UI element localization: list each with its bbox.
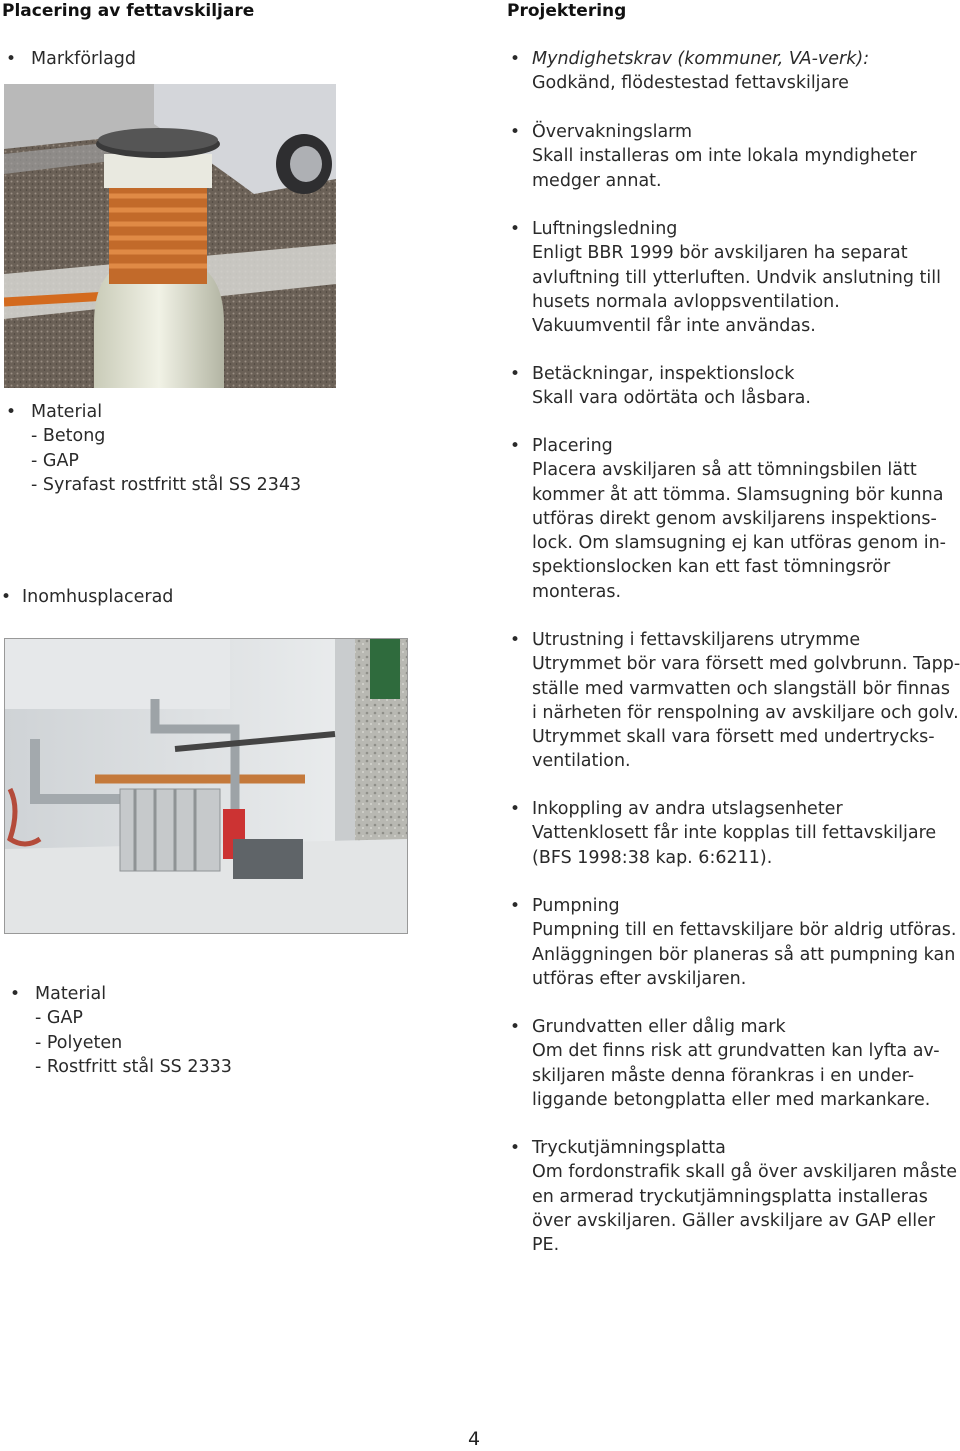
bullet-dot: • <box>510 1017 521 1037</box>
markforlagd-label: Markförlagd <box>31 49 137 69</box>
bullet-dot: • <box>1 587 12 607</box>
bullet-dot: • <box>510 364 521 384</box>
item-body <box>532 1136 957 1257</box>
item-line: Utrymmet skall vara försett med undertrycks- <box>532 727 935 748</box>
item-title: Luftningsledning <box>532 219 678 239</box>
bullet-dot: • <box>510 1138 521 1158</box>
item-title: Grundvatten eller dålig mark <box>532 1017 786 1037</box>
item-title: Tryckutjämningsplatta <box>532 1138 726 1158</box>
page-number: 4 <box>468 1428 481 1450</box>
item-title: Myndighetskrav (kommuner, VA-verk): <box>532 49 870 69</box>
bullet-dot: • <box>510 122 521 142</box>
item-body <box>532 434 946 604</box>
item-line: husets normala avloppsventilation. <box>532 291 840 312</box>
item-line: utföras efter avskiljaren. <box>532 968 747 989</box>
bullet-dot: • <box>510 630 521 650</box>
material-2-line: Material <box>35 984 107 1004</box>
item-body <box>532 217 941 338</box>
item-line: liggande betongplatta eller med markankare. <box>532 1089 931 1110</box>
right-heading: Projektering <box>507 1 627 21</box>
item-line: Om fordonstrafik skall gå över avskiljaren måste <box>532 1162 957 1183</box>
item-line: Placera avskiljaren så att tömningsbilen lätt <box>532 460 917 481</box>
item-body <box>532 1015 940 1112</box>
item-line: Utrymmet bör vara försett med golvbrunn. Tapp- <box>532 654 960 675</box>
item-body <box>532 628 960 774</box>
material-list-2 <box>35 982 232 1079</box>
item-body <box>532 362 811 411</box>
indoor-separator-figure <box>4 638 408 934</box>
bullet-dot: • <box>510 49 521 69</box>
item-line: över avskiljaren. Gäller avskiljare av GAP eller <box>532 1210 936 1231</box>
item-body <box>532 120 917 193</box>
material-2-line: - Rostfritt stål SS 2333 <box>35 1056 232 1077</box>
material-1-line: - Syrafast rostfritt stål SS 2343 <box>31 474 302 495</box>
item-line: Enligt BBR 1999 bör avskiljaren ha separat <box>532 243 908 264</box>
underground-separator-figure <box>4 84 336 388</box>
item-line: medger annat. <box>532 170 662 191</box>
item-body <box>532 47 869 96</box>
material-2-line: - Polyeten <box>35 1032 123 1053</box>
bullet-dot: • <box>10 984 21 1004</box>
item-title: Inkoppling av andra utslagsenheter <box>532 799 843 819</box>
bullet-dot: • <box>510 799 521 819</box>
item-line: Anläggningen bör planeras så att pumpning kan <box>532 944 956 965</box>
item-line: Skall vara odörtäta och låsbara. <box>532 388 811 409</box>
item-line: Vattenklosett får inte kopplas till fettavskiljare <box>532 823 937 844</box>
item-line: monteras. <box>532 581 622 602</box>
item-line: (BFS 1998:38 kap. 6:6211). <box>532 847 773 868</box>
item-line: spektionslocken kan ett fast tömningsrör <box>532 557 891 578</box>
left-heading: Placering av fettavskiljare <box>2 1 255 21</box>
item-line: en armerad tryckutjämningsplatta installeras <box>532 1186 928 1207</box>
item-line: i närheten för renspolning av avskiljare och golv. <box>532 702 959 723</box>
item-line: Godkänd, flödestestad fettavskiljare <box>532 73 849 94</box>
inomhus-label: Inomhusplacerad <box>22 587 174 607</box>
bullet-dot: • <box>510 219 521 239</box>
bullet-dot: • <box>510 436 521 456</box>
material-1-line: Material <box>31 402 103 422</box>
item-line: skiljaren måste denna förankras i en under- <box>532 1065 915 1086</box>
item-line: Vakuumventil får inte användas. <box>532 316 816 337</box>
item-title: Utrustning i fettavskiljarens utrymme <box>532 630 861 650</box>
item-line: avluftning till ytterluften. Undvik anslutning till <box>532 267 942 288</box>
indoor-illustration <box>5 639 407 933</box>
material-1-line: - GAP <box>31 450 79 471</box>
item-line: ventilation. <box>532 751 631 772</box>
item-title: Betäckningar, inspektionslock <box>532 364 795 384</box>
item-line: Skall installeras om inte lokala myndigheter <box>532 146 917 167</box>
bullet-dot: • <box>6 49 17 69</box>
item-line: ställe med varmvatten och slangställ bör finnas <box>532 678 950 699</box>
underground-illustration <box>4 84 336 388</box>
material-list-1 <box>31 400 301 497</box>
bullet-dot: • <box>510 896 521 916</box>
material-1-line: - Betong <box>31 426 106 447</box>
bullet-dot: • <box>6 402 17 422</box>
item-body <box>532 894 957 991</box>
item-line: utföras direkt genom avskiljarens inspektions- <box>532 508 937 529</box>
item-line: Pumpning till en fettavskiljare bör aldrig utföras. <box>532 920 957 941</box>
material-2-line: - GAP <box>35 1008 83 1029</box>
item-title: Pumpning <box>532 896 620 916</box>
item-body <box>532 797 936 870</box>
item-line: Om det finns risk att grundvatten kan lyfta av- <box>532 1041 940 1062</box>
item-line: lock. Om slamsugning ej kan utföras genom in- <box>532 533 946 554</box>
item-title: Placering <box>532 436 613 456</box>
item-title: Övervakningslarm <box>532 122 693 142</box>
item-line: PE. <box>532 1235 560 1256</box>
item-line: kommer åt att tömma. Slamsugning bör kunna <box>532 484 944 505</box>
